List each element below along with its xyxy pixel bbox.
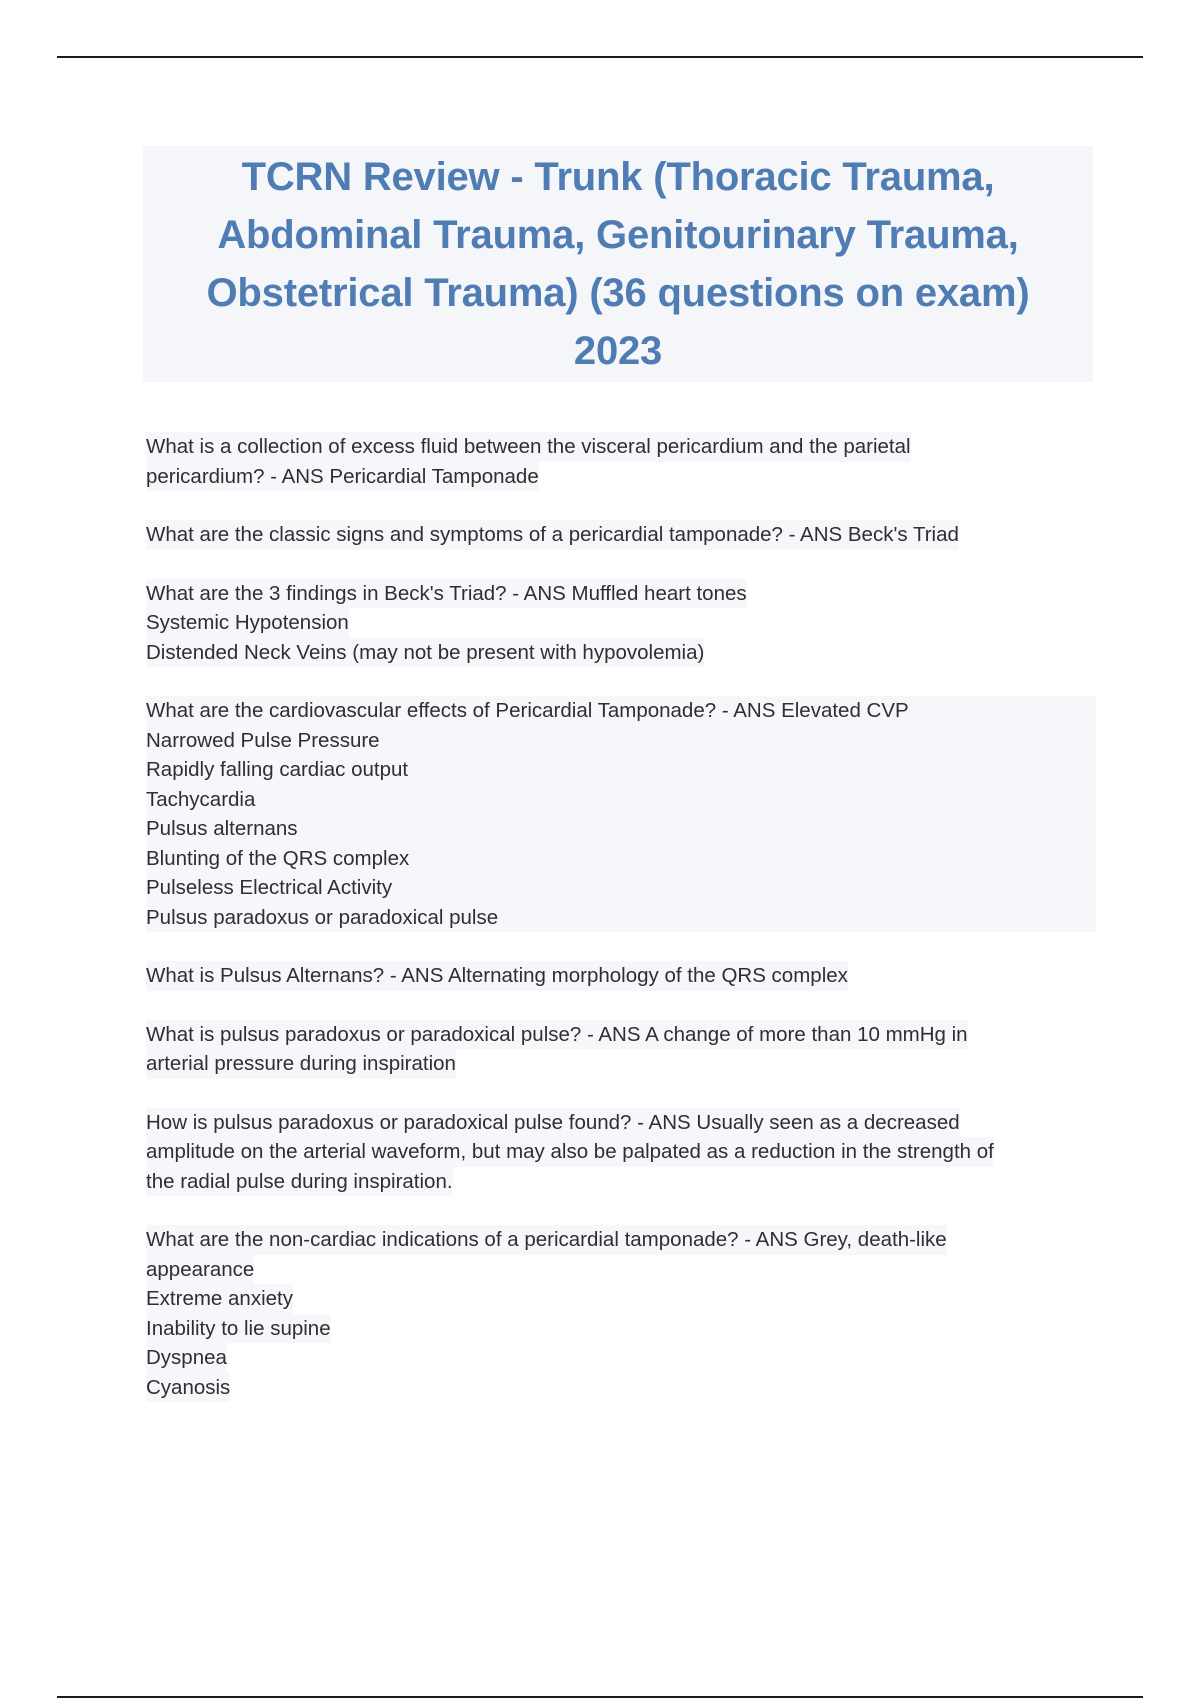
qa-line: How is pulsus paradoxus or paradoxical pulse found? - ANS Usually seen as a decreased bbox=[146, 1108, 960, 1138]
qa-line: Narrowed Pulse Pressure bbox=[146, 726, 1096, 756]
qa-line: What is Pulsus Alternans? - ANS Alternating morphology of the QRS complex bbox=[146, 961, 848, 991]
qa-line: Dyspnea bbox=[146, 1343, 227, 1373]
qa-item bbox=[146, 432, 1096, 491]
qa-line: What is pulsus paradoxus or paradoxical pulse? - ANS A change of more than 10 mmHg in bbox=[146, 1020, 968, 1050]
qa-line: appearance bbox=[146, 1255, 254, 1285]
qa-item bbox=[146, 520, 1096, 550]
qa-item bbox=[146, 579, 1096, 668]
qa-line: Rapidly falling cardiac output bbox=[146, 755, 1096, 785]
qa-item bbox=[146, 1020, 1096, 1079]
qa-line: Extreme anxiety bbox=[146, 1284, 293, 1314]
qa-line: pericardium? - ANS Pericardial Tamponade bbox=[146, 462, 539, 492]
bottom-rule bbox=[57, 1696, 1143, 1698]
qa-line: the radial pulse during inspiration. bbox=[146, 1167, 453, 1197]
qa-line: What are the classic signs and symptoms of a pericardial tamponade? - ANS Beck's Triad bbox=[146, 520, 959, 550]
qa-line: What are the non-cardiac indications of a pericardial tamponade? - ANS Grey, death-like bbox=[146, 1225, 947, 1255]
top-rule bbox=[57, 56, 1143, 58]
qa-line: What are the 3 findings in Beck's Triad? - ANS Muffled heart tones bbox=[146, 579, 747, 609]
qa-line: Inability to lie supine bbox=[146, 1314, 331, 1344]
qa-list bbox=[146, 432, 1096, 1431]
qa-line: amplitude on the arterial waveform, but may also be palpated as a reduction in the strength of bbox=[146, 1137, 994, 1167]
qa-line: What are the cardiovascular effects of Pericardial Tamponade? - ANS Elevated CVP bbox=[146, 696, 1096, 726]
qa-line: Pulsus paradoxus or paradoxical pulse bbox=[146, 903, 1096, 933]
qa-item bbox=[146, 696, 1096, 932]
qa-line: Pulsus alternans bbox=[146, 814, 1096, 844]
qa-line: Pulseless Electrical Activity bbox=[146, 873, 1096, 903]
qa-item bbox=[146, 1108, 1096, 1197]
qa-line: Tachycardia bbox=[146, 785, 1096, 815]
qa-line: Distended Neck Veins (may not be present with hypovolemia) bbox=[146, 638, 704, 668]
title-banner bbox=[143, 146, 1093, 382]
qa-line: Systemic Hypotension bbox=[146, 608, 349, 638]
qa-line: arterial pressure during inspiration bbox=[146, 1049, 456, 1079]
qa-line: Cyanosis bbox=[146, 1373, 230, 1403]
qa-item bbox=[146, 1225, 1096, 1402]
document-title: TCRN Review - Trunk (Thoracic Trauma, Abdominal Trauma, Genitourinary Trauma, Obstetrical Trauma) (36 questions on exam) 2023 bbox=[206, 155, 1030, 373]
qa-item bbox=[146, 961, 1096, 991]
qa-line: What is a collection of excess fluid between the visceral pericardium and the parietal bbox=[146, 432, 911, 462]
qa-line: Blunting of the QRS complex bbox=[146, 844, 1096, 874]
